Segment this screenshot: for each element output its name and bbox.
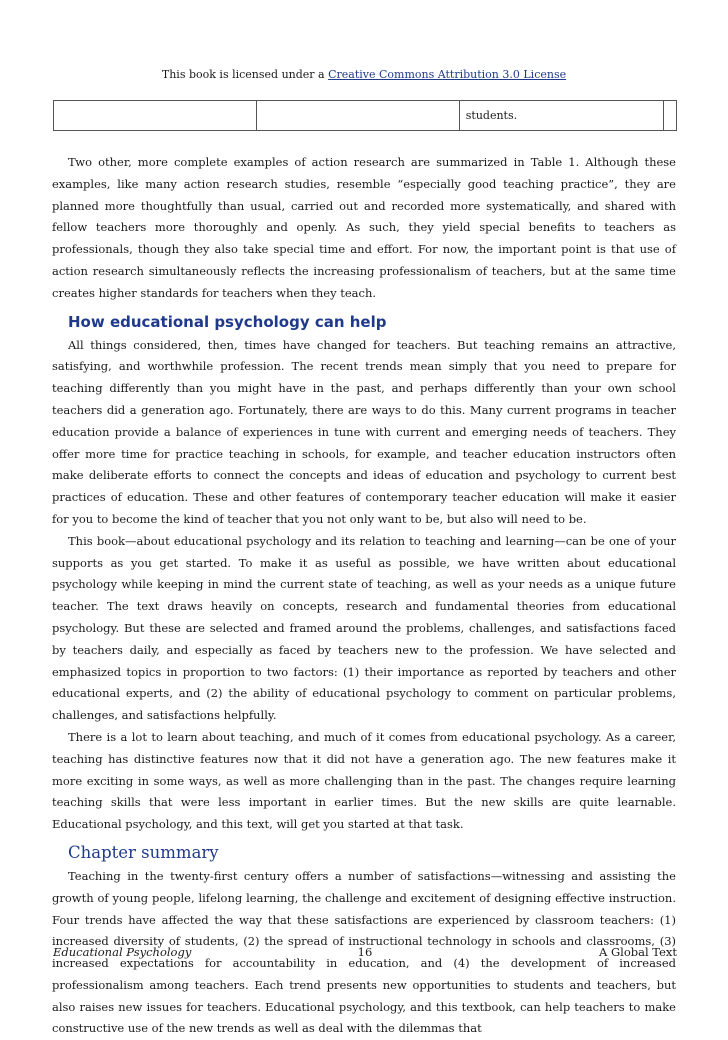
section-heading: Chapter summary [68,842,219,862]
page-body [52,152,676,1040]
table-cell [664,101,677,131]
table-cell [54,101,257,131]
license-text: This book is licensed under a [161,68,329,81]
paragraph: This book—about educational psychology and its relation to teaching and learning—can be one of your supports as you get started. To make it as useful as possible, we have written about educational psychology while keeping in mind the current state of teaching, as well as your needs as a unique future teacher. The text draws heavily on concepts, research and fundamental theories from educational psychology. But these are selected and framed around the problems, challenges, and satisfactions faced by teachers daily, and especially as faced by teachers new to the profession. We have selected and emphasized topics in proportion to two factors: (1) their importance as reported by teachers and other educational experts, and (2) the ability of educational psychology to comment on particular problems, challenges, and satisfactions helpfully. [52,533,676,723]
paragraph: There is a lot to learn about teaching, and much of it comes from educational psychology. As a career, teaching has distinctive features now that it did not have a generation ago. The new features make it more exciting in some ways, as well as more challenging than in the past. The changes require learning teaching skills that were less important in earlier times. But the new skills are quite learnable. Educational psychology, and this text, will get you started at that task. [52,729,676,832]
table-cell: students. [459,101,663,131]
footer-page-number: 16 [357,945,373,959]
paragraph: Two other, more complete examples of action research are summarized in Table 1. Although these examples, like many action research studies, resemble “especially good teaching practice”, they are planned more thoughtfully than usual, carried out and recorded more systematically, and shared with fellow teachers more thoroughly and openly. As such, they yield special benefits to teachers as professionals, though they also take special time and effort. For now, the important point is that use of action research simultaneously reflects the increasing professionalism of teachers, but at the same time creates higher standards for teachers when they teach. [52,155,676,300]
license-notice [0,68,728,81]
license-link[interactable]: Creative Commons Attribution 3.0 License [328,68,567,81]
footer-book-title: Educational Psychology [53,945,192,959]
section-heading: How educational psychology can help [68,312,387,331]
table-row [54,101,677,131]
table-cell [256,101,459,131]
paragraph: Teaching in the twenty-first century offers a number of satisfactions—witnessing and assisting the growth of young people, lifelong learning, the challenge and excitement of designing effective instruction. Four trends have affected the way that these satisfactions are experienced by classroom teachers: (1) increased diversity of students, (2) the spread of instructional technology in schools and classrooms, (3) increased expectations for accountability in education, and (4) the development of increased professionalism among teachers. Each trend presents new opportunities to students and teachers, but also raises new issues for teachers. Educational psychology, and this textbook, can help teachers to make constructive use of the new trends as well as deal with the dilemmas that [52,868,676,1036]
table-fragment [53,100,677,131]
footer-publisher: A Global Text [599,945,677,959]
paragraph: All things considered, then, times have changed for teachers. But teaching remains an attractive, satisfying, and worthwhile profession. The recent trends mean simply that you need to prepare for teaching differently than you might have in the past, and perhaps differently than your own school teachers did a generation ago. Fortunately, there are ways to do this. Many current programs in teacher education provide a balance of experiences in tune with current and emerging needs of teachers. They offer more time for practice teaching in schools, for example, and teacher education instructors often make deliberate efforts to connect the concepts and ideas of education and psychology to current best practices of education. These and other features of contemporary teacher education will make it easier for you to become the kind of teacher that you not only want to be, but also will need to be. [52,337,676,526]
